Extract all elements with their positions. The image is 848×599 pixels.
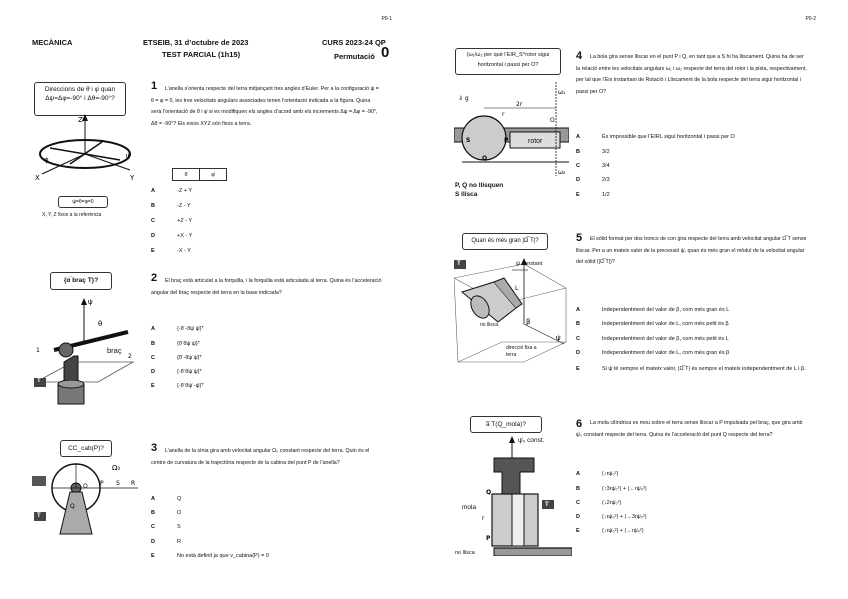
- q6-number: 6: [576, 418, 583, 430]
- q5-label-t: T: [457, 261, 461, 267]
- svg-text:Q: Q: [482, 155, 488, 162]
- q5-label-nollisca: no llisca: [480, 322, 499, 328]
- svg-text:S: S: [466, 137, 471, 144]
- q3-number: 3: [151, 442, 158, 454]
- q4-text: La bola gira sense lliscar en el punt P i Q, en tant que a S hi ha lliscament. Quina ha de ser la relació entre les velocitats angulars ω₁ i ω₂ respecte del terra del rotor i la pista, respectivament, per tal que l’Eix Instantani de Rotació i Lliscament de la bola respecte del terra sigui horitzontal i passi per O?: [576, 54, 807, 95]
- q5-number: 5: [576, 232, 583, 244]
- q6-label-mola: mola: [462, 504, 477, 511]
- svg-text:ω₂: ω₂: [558, 169, 566, 176]
- page-number: P0-1: [381, 16, 392, 22]
- q2-label-brac: braç: [107, 346, 122, 355]
- svg-text:φ̇: φ̇: [44, 156, 49, 164]
- svg-text:S: S: [116, 480, 120, 487]
- page-number: P0-2: [805, 16, 816, 22]
- permutation-label: Permutació: [334, 52, 375, 61]
- q6-label-t: T: [545, 502, 549, 508]
- svg-text:P: P: [486, 535, 491, 542]
- svg-text:r: r: [502, 111, 505, 118]
- q1-figure-caption-2: X, Y, Z fixos a la referència: [42, 212, 102, 218]
- q5-text: El sòlid format per dos troncs de con gira respecte del terra amb velocitat angular Ω̅ T sense lliscar. Per a un mateix valor de la precessió ψ̇, quan és més gran el mòdul de la velocitat angular del sòlid (|Ω̅ T|)?: [576, 236, 807, 265]
- svg-text:θ: θ: [98, 320, 103, 328]
- exam-page-2: P0-2 (ω₁/ω₂ per què l’EIR_S^rotor sigui horitzontal i passi per O? 2r r O ⇓ g ω₁ ω₂ S P Q rotor P, Q no llisquen S llisca 4 La bola gira sense lliscar en el punt P i Q, en tant que a S hi ha lliscament. Quina ha de ser la relació entre les velocitats angulars ω₁ i ω₂ respecte del terra del rotor i la pista, respectivament, per tal que l’Eix Instantani de Rotació i Lliscament de la bola respecte del terra sigui horitzontal i passi per O? A És impossible que l’EIRL sigui horitzontal i passi per O B 3/2 C 3/4 D 2/3 E 1/2 Quan és més gran |Ω̅ T|? L β ψ̇ ψ̇ constant no llisca direcció fixa a terra T 5 El sòlid format per dos troncs de con gira respecte del terra amb velocitat angular Ω̅ T sense lliscar. Per a un mateix valor de la precessió ψ̇, quan és més gran el mòdul de la velocitat angular del sòlid (|Ω̅ T|)? A Independentment del valor de β, com més gran és L B Independentment del valor de L, com més petit és β C Independentment del valor de β, com més petit és L D Independentment del valor de L, com més gran és β E Si ψ̇ té sempre el mateix valor, |Ω̅ T| és sempre el mateix independentment de L i β. a̅ T(Q_mola)? Q P r ψ̇₀ const. mola no llisca T 6 La mola cilíndrica es mou sobre el terra sense lliscar a P impulsada pel braç, que gira amb ψ̇₀ constant respecte del terra. Quina és l’acceleració del punt Q respecte del terra? A (↓rψ̇₀²) B (↑3rψ̇₀²) + (←rψ̇₀²) C (↓2rψ̇₀²) D (↓rψ̇₀²) + (→3rψ̇₀²) E (↓rψ̇₀²) + (→rψ̇₀²): [424, 0, 848, 599]
- q6-figure-title: a̅ T(Q_mola)?: [470, 416, 542, 433]
- svg-text:r: r: [482, 515, 485, 522]
- q1-answer-table-header: [172, 168, 227, 181]
- q5-label-direction: direcció fixa a terra: [506, 345, 537, 358]
- q2-figure-title: {α̅ braç T}?: [50, 272, 112, 290]
- q3-figure-title: CC_cab(P)?: [60, 440, 112, 457]
- svg-text:L: L: [515, 285, 519, 292]
- course-code: CURS 2023-24 QP: [322, 38, 386, 47]
- svg-text:1: 1: [36, 347, 40, 354]
- q2-number: 2: [151, 272, 158, 284]
- course-name: MECÀNICA: [32, 38, 73, 47]
- svg-text:ψ̇: ψ̇: [126, 152, 131, 160]
- svg-text:ψ̇: ψ̇: [88, 298, 93, 306]
- q2-text: El braç està articulat a la forquilla, i la forquilla està articulada al terra. Quina és l’acceleració angular del braç respecte del terra en la base indicada?: [151, 278, 382, 296]
- q6-text: La mola cilíndrica es mou sobre el terra sense lliscar a P impulsada pel braç, que gira amb ψ̇₀ constant respecte del terra. Quina és l’acceleració del punt Q respecte del terra?: [576, 420, 803, 438]
- q2-arm-figure: [28, 292, 140, 414]
- school-date: ETSEIB, 31 d’octubre de 2023: [143, 38, 249, 47]
- q1-col-theta: θ̇: [173, 169, 200, 181]
- svg-text:X: X: [35, 174, 40, 182]
- svg-text:β: β: [526, 318, 531, 326]
- svg-text:2: 2: [128, 353, 132, 360]
- q3-text: L’anella de la sínia gira amb velocitat angular Ω₀ constant respecte del terra. Quin és el centre de curvatura de la trajectòria respecte de la cabina del punt P de l’anella?: [151, 448, 370, 466]
- svg-text:Y: Y: [130, 174, 135, 182]
- q4-number: 4: [576, 50, 583, 62]
- permutation-value: 0: [381, 44, 390, 61]
- q3-ferris-wheel-figure: [30, 458, 142, 538]
- q5-label-const: ψ̇ constant: [516, 261, 543, 267]
- q2-label-t: T: [37, 378, 41, 384]
- q1-col-phi: φ̇: [200, 169, 227, 181]
- svg-text:P: P: [504, 137, 509, 144]
- svg-text:O: O: [550, 117, 555, 124]
- q5-figure-title: Quan és més gran |Ω̅ T|?: [462, 233, 548, 250]
- svg-text:Ω₀: Ω₀: [112, 464, 121, 472]
- q3-label-cabina: cabina: [31, 470, 45, 475]
- svg-text:Q: Q: [70, 503, 75, 510]
- exam-page-1: P0-1 MECÀNICA ETSEIB, 31 d’octubre de 2023 TEST PARCIAL (1h15) CURS 2023-24 QP Permutació 0 Direccions de θ̇ i φ̇ quan Δψ=Δφ=-90° i Δθ=-90°? Z X Y φ̇ ψ̇ ψ=θ=φ=0 X, Y, Z fixos a la referència 1 L’anella s’orienta respecte del terra mitjançant tres angles d’Euler. Per a la configuració ψ = θ = φ = 0, les tres velocitats angulars associades tenen l’orientació indicada a la figura. Quina serà l’orientació de θ̇ i φ̇ si es modifiquen els angles d’acord amb els increments Δψ = Δφ = -90°, Δθ = -90°? Els eixos XYZ són fixos a terra. θ̇ φ̇ A -Z + Y B -Z - Y C +Z - Y D +X - Y E -X - Y {α̅ braç T}? ψ̇ θ 1 2 braç T 2 El braç està articulat a la forquilla, i la forquilla està articulada al terra. Quina és l’acceleració angular del braç respecte del terra en la base indicada? A {-θ̈ -θ̇ψ̇ ψ̈}ᵀ B {θ̈ θ̇ψ̇ ψ̈}ᵀ C {θ̈ -θ̇ψ̇ ψ̈}ᵀ D {-θ̈ θ̇ψ̇ ψ̈}ᵀ E {-θ̈ θ̇ψ̇ -ψ̈}ᵀ CC_cab(P)? P S R O Q Ω₀ cabina T 3 L’anella de la sínia gira amb velocitat angular Ω₀ constant respecte del terra. Quin és el centre de curvatura de la trajectòria respecte de la cabina del punt P de l’anella? A Q B O C S D R E No està definit ja que v_cabina(P) = 0: [0, 0, 424, 599]
- svg-text:Q: Q: [486, 489, 492, 496]
- q1-text: L’anella s’orienta respecte del terra mitjançant tres angles d’Euler. Per a la configuració ψ = θ = φ = 0, les tres velocitats angulars associades tenen l’orientació indicada a la figura. Quina serà l’orientació de θ̇ i φ̇ si es modifiquen els angles d’acord amb els increments Δψ = Δφ = -90°, Δθ = -90°? Els eixos XYZ són fixos a terra.: [151, 86, 379, 127]
- q4-figure-caption: P, Q no llisquen: [455, 182, 504, 189]
- q6-grinding-wheel-figure: [454, 436, 572, 556]
- svg-text:ψ̇: ψ̇: [556, 334, 561, 342]
- svg-text:ω₁: ω₁: [558, 89, 566, 96]
- q6-label-const: ψ̇₀ const.: [518, 437, 545, 444]
- svg-text:⇓ g: ⇓ g: [458, 95, 469, 102]
- q4-figure-title: (ω₁/ω₂ per què l’EIR_S^rotor sigui horitzontal i passi per O?: [455, 48, 561, 75]
- q1-gimbal-figure: [30, 112, 140, 192]
- q1-figure-caption-1: ψ=θ=φ=0: [58, 196, 108, 208]
- q4-ball-rotor-figure: [454, 76, 569, 181]
- svg-text:Z: Z: [78, 116, 83, 124]
- exam-type: TEST PARCIAL (1h15): [162, 50, 241, 59]
- svg-text:O: O: [83, 483, 88, 490]
- svg-text:2r: 2r: [516, 101, 523, 108]
- q4-label-rotor: rotor: [528, 138, 543, 145]
- q3-label-t: T: [37, 513, 41, 519]
- q1-figure-title: Direccions de θ̇ i φ̇ quan Δψ=Δφ=-90° i Δθ=-90°?: [34, 82, 126, 116]
- q1-number: 1: [151, 80, 158, 92]
- q6-label-nollisca: no llisca: [455, 550, 475, 556]
- svg-text:R: R: [131, 480, 136, 487]
- q4-figure-caption-2: S llisca: [455, 191, 478, 198]
- svg-text:P: P: [100, 480, 104, 487]
